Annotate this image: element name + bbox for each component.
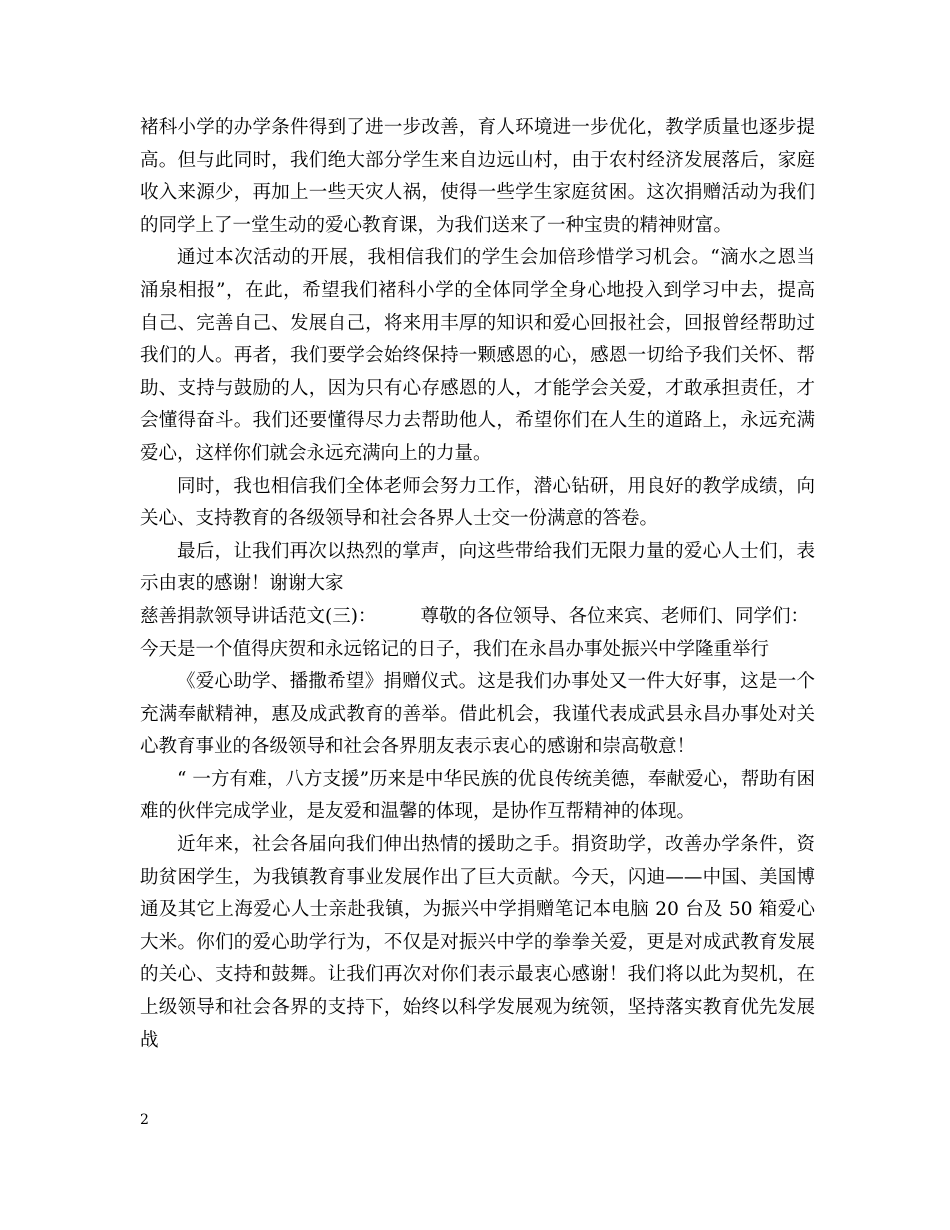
paragraph-closing-thanks: 最后，让我们再次以热烈的掌声，向这些带给我们无限力量的爱心人士们，表示由衷的感谢！谢谢大家 — [140, 540, 815, 595]
page-number: 2 — [140, 1112, 149, 1128]
paragraph-teachers-effort: 同时，我也相信我们全体老师会努力工作，潜心钻研，用良好的教学成绩，向关心、支持教育的各级领导和社会各界人士交一份满意的答卷。 — [140, 475, 815, 530]
section-title: 慈善捐款领导讲话范文(三)： — [140, 605, 377, 627]
section-heading — [140, 601, 815, 634]
paragraph-donations: 近年来，社会各届向我们伸出热情的援助之手。捐资助学，改善办学条件，资助贫困学生，为我镇教育事业发展作出了巨大贡献。今天，闪迪——中国、美国博通及其它上海爱心人士亲赴我镇，为振兴中学捐赠笔记本电脑 20 台及 50 箱爱心大米。你们的爱心助学行为，不仅是对振兴中学的拳拳关爱，更是对成武教育发展的关心、支持和鼓舞。让我们再次对你们表示最衷心感谢！我们将以此为契机，在上级领导和社会各界的支持下，始终以科学发展观为统领，坚持落实教育优先发展战 — [140, 834, 815, 1051]
paragraph-ceremony-day: 今天是一个值得庆贺和永远铭记的日子，我们在永昌办事处振兴中学隆重举行 — [140, 638, 770, 660]
paragraph-school-conditions: 褚科小学的办学条件得到了进一步改善，育人环境进一步优化，教学质量也逐步提高。但与此同时，我们绝大部分学生来自边远山村，由于农村经济发展落后，家庭收入来源少，再加上一些天灾人祸，使得一些学生家庭贫困。这次捐赠活动为我们的同学上了一堂生动的爱心教育课，为我们送来了一种宝贵的精神财富。 — [140, 117, 815, 236]
document-body — [140, 112, 815, 1057]
paragraph-student-gratitude: 通过本次活动的开展，我相信我们的学生会加倍珍惜学习机会。“滴水之恩当涌泉相报”，在此，希望我们褚科小学的全体同学全身心地投入到学习中去，提高自己、完善自己、发展自己，将来用丰厚的知识和爱心回报社会，回报曾经帮助过我们的人。再者，我们要学会始终保持一颗感恩的心，感恩一切给予我们关怀、帮助、支持与鼓励的人，因为只有心存感恩的人，才能学会关爱，才敢承担责任，才会懂得奋斗。我们还要懂得尽力去帮助他人，希望你们在人生的道路上，永远充满爱心，这样你们就会永远充满向上的力量。 — [140, 247, 815, 464]
salutation: 尊敬的各位领导、各位来宾、老师们、同学们： — [420, 605, 809, 627]
paragraph-tradition: “ 一方有难，八方支援”历来是中华民族的优良传统美德，奉献爱心，帮助有困难的伙伴完成学业，是友爱和温馨的体现，是协作互帮精神的体现。 — [140, 768, 815, 823]
paragraph-ceremony-intro: 《爱心助学、播撒希望》捐赠仪式。这是我们办事处又一件大好事，这是一个充满奉献精神，惠及成武教育的善举。借此机会，我谨代表成武县永昌办事处对关心教育事业的各级领导和社会各界朋友表示衷心的感谢和崇高敬意！ — [140, 671, 815, 758]
